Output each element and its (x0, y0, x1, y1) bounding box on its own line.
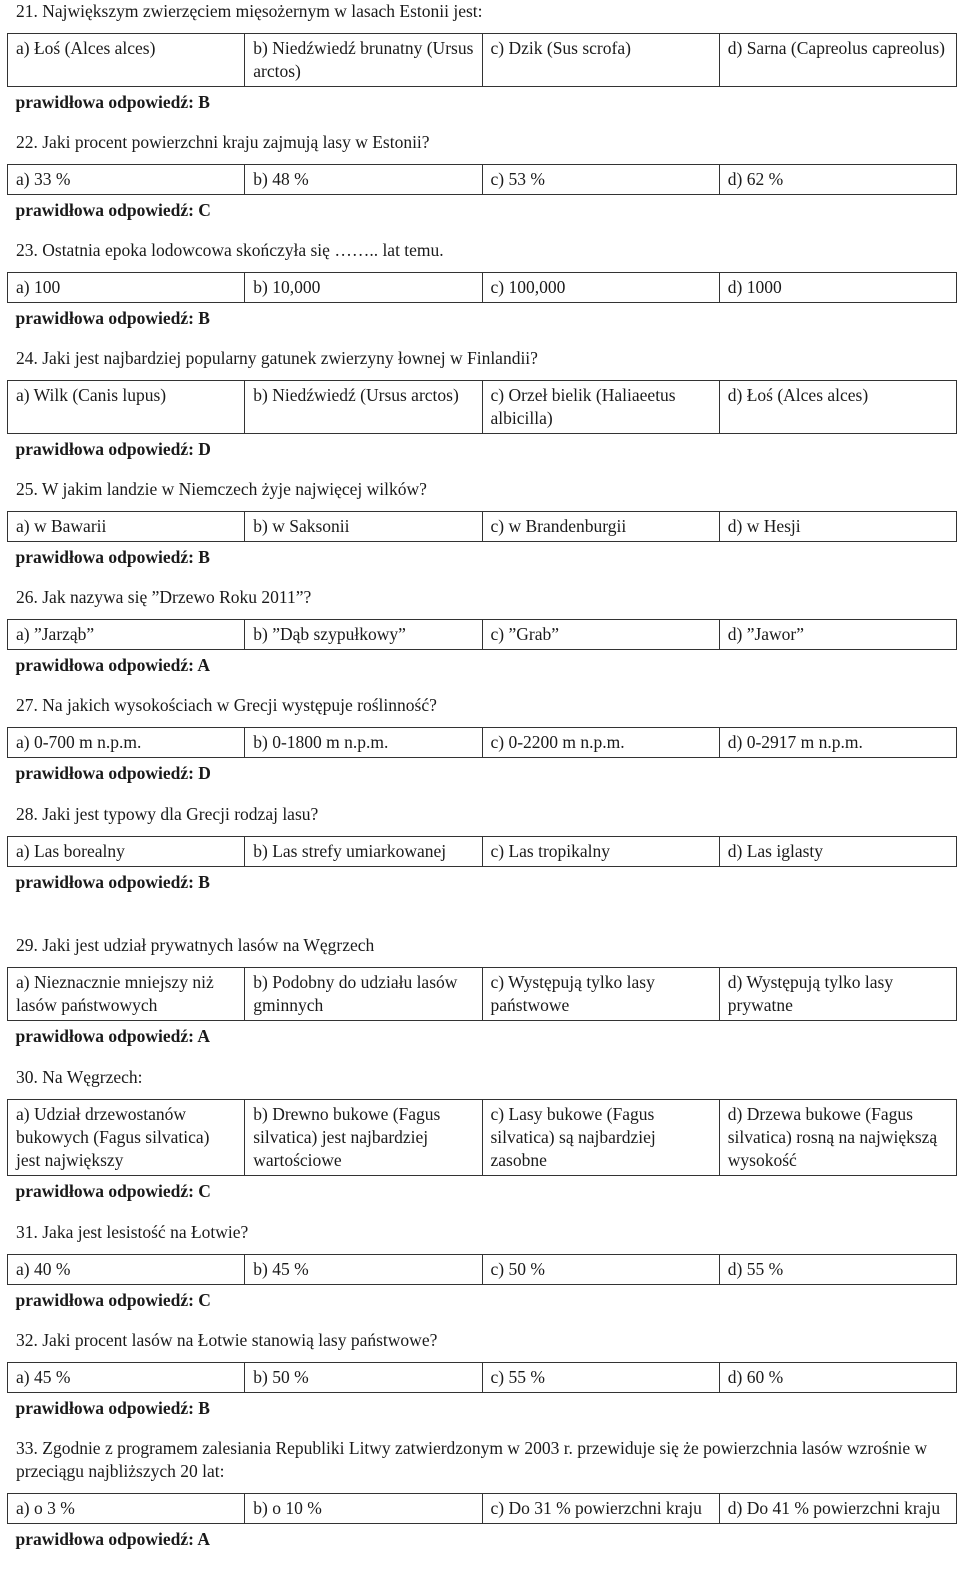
question-title: 27. Na jakich wysokościach w Grecji występuje roślinność? (16, 695, 437, 715)
option-a: a) 100 (8, 273, 245, 303)
answer-label: prawidłowa odpowiedź: (15, 92, 194, 112)
question-title: 31. Jaka jest lesistość na Łotwie? (16, 1222, 249, 1242)
question-title: 26. Jak nazywa się ”Drzewo Roku 2011”? (16, 587, 312, 607)
option-c: c) Występują tylko lasy państwowe (482, 968, 719, 1021)
options-table (7, 164, 957, 225)
option-d: d) 60 % (719, 1363, 956, 1393)
question-25 (0, 478, 960, 572)
question-title: 25. W jakim landzie w Niemczech żyje najwięcej wilków? (16, 479, 427, 499)
question-title: 23. Ostatnia epoka lodowcowa skończyła się …….. lat temu. (16, 240, 444, 260)
answer-letter: C (198, 200, 211, 220)
question-title: 21. Największym zwierzęciem mięsożernym w lasach Estonii jest: (16, 1, 483, 21)
answer-label: prawidłowa odpowiedź: (15, 655, 194, 675)
question-26 (0, 586, 960, 680)
answer-label: prawidłowa odpowiedź: (15, 1398, 194, 1418)
option-a: a) 0-700 m n.p.m. (8, 728, 245, 758)
answer-letter: B (198, 1398, 210, 1418)
option-c: c) Lasy bukowe (Fagus silvatica) są najbardziej zasobne (482, 1100, 719, 1176)
option-a: a) w Bawarii (8, 512, 245, 542)
correct-answer (8, 1393, 957, 1424)
question-title: 28. Jaki jest typowy dla Grecji rodzaj lasu? (16, 804, 319, 824)
correct-answer (8, 650, 957, 681)
option-a: a) Wilk (Canis lupus) (8, 381, 245, 434)
question-title: 29. Jaki jest udział prywatnych lasów na Węgrzech (16, 935, 375, 955)
answer-label: prawidłowa odpowiedź: (15, 1529, 194, 1549)
correct-answer (8, 303, 957, 334)
answer-label: prawidłowa odpowiedź: (15, 763, 194, 783)
option-c: c) Orzeł bielik (Haliaeetus albicilla) (482, 381, 719, 434)
option-c: c) 50 % (482, 1255, 719, 1285)
correct-answer (8, 195, 957, 226)
options-table (7, 836, 957, 897)
question-title: 24. Jaki jest najbardziej popularny gatunek zwierzyny łownej w Finlandii? (16, 348, 538, 368)
option-b: b) Niedźwiedź (Ursus arctos) (245, 381, 482, 434)
option-c: c) Dzik (Sus scrofa) (482, 34, 719, 87)
option-c: c) w Brandenburgii (482, 512, 719, 542)
answer-letter: A (197, 655, 210, 675)
option-b: b) 50 % (245, 1363, 482, 1393)
question-32 (0, 1329, 960, 1423)
correct-answer (8, 1285, 957, 1316)
options-table (7, 727, 957, 788)
question-29 (0, 934, 960, 1051)
option-a: a) 33 % (8, 165, 245, 195)
question-23 (0, 239, 960, 333)
question-title: 33. Zgodnie z programem zalesiania Republiki Litwy zatwierdzonym w 2003 r. przewiduje się że powierzchnia lasów wzrośnie w przeciągu najbliższych 20 lat: (16, 1438, 928, 1481)
option-d: d) ”Jawor” (719, 620, 956, 650)
question-33 (0, 1437, 960, 1554)
answer-letter: A (197, 1529, 210, 1549)
option-b: b) o 10 % (245, 1494, 482, 1524)
options-table (7, 967, 957, 1051)
option-b: b) 10,000 (245, 273, 482, 303)
option-a: a) Las borealny (8, 837, 245, 867)
option-a: a) Łoś (Alces alces) (8, 34, 245, 87)
question-24 (0, 347, 960, 464)
correct-answer (8, 1176, 957, 1207)
answer-label: prawidłowa odpowiedź: (15, 1181, 194, 1201)
answer-letter: A (197, 1026, 210, 1046)
answer-letter: B (198, 308, 210, 328)
option-a: a) o 3 % (8, 1494, 245, 1524)
options-table (7, 1493, 957, 1554)
option-d: d) 1000 (719, 273, 956, 303)
question-22 (0, 131, 960, 225)
option-d: d) 0-2917 m n.p.m. (719, 728, 956, 758)
question-title: 22. Jaki procent powierzchni kraju zajmują lasy w Estonii? (16, 132, 430, 152)
answer-letter: B (198, 872, 210, 892)
correct-answer (8, 758, 957, 789)
option-b: b) 48 % (245, 165, 482, 195)
option-a: a) ”Jarząb” (8, 620, 245, 650)
option-d: d) Drzewa bukowe (Fagus silvatica) rosną na największą wysokość (719, 1100, 956, 1176)
options-table (7, 1254, 957, 1315)
option-b: b) Drewno bukowe (Fagus silvatica) jest najbardziej wartościowe (245, 1100, 482, 1176)
option-d: d) w Hesji (719, 512, 956, 542)
option-d: d) 55 % (719, 1255, 956, 1285)
question-27 (0, 694, 960, 788)
answer-label: prawidłowa odpowiedź: (15, 308, 194, 328)
option-a: a) 45 % (8, 1363, 245, 1393)
option-b: b) w Saksonii (245, 512, 482, 542)
answer-label: prawidłowa odpowiedź: (15, 1290, 194, 1310)
answer-letter: C (198, 1290, 211, 1310)
answer-letter: B (198, 547, 210, 567)
option-c: c) 100,000 (482, 273, 719, 303)
option-d: d) Do 41 % powierzchni kraju (719, 1494, 956, 1524)
option-a: a) Nieznacznie mniejszy niż lasów państwowych (8, 968, 245, 1021)
option-b: b) Las strefy umiarkowanej (245, 837, 482, 867)
correct-answer (8, 434, 957, 465)
answer-label: prawidłowa odpowiedź: (15, 1026, 194, 1046)
question-28 (0, 803, 960, 897)
option-c: c) Do 31 % powierzchni kraju (482, 1494, 719, 1524)
option-c: c) 0-2200 m n.p.m. (482, 728, 719, 758)
option-a: a) 40 % (8, 1255, 245, 1285)
correct-answer (8, 1524, 957, 1555)
question-title: 30. Na Węgrzech: (16, 1067, 143, 1087)
option-a: a) Udział drzewostanów bukowych (Fagus silvatica) jest największy (8, 1100, 245, 1176)
option-c: c) 55 % (482, 1363, 719, 1393)
answer-letter: B (198, 92, 210, 112)
correct-answer (8, 1021, 957, 1052)
option-d: d) Występują tylko lasy prywatne (719, 968, 956, 1021)
option-c: c) ”Grab” (482, 620, 719, 650)
option-b: b) ”Dąb szypułkowy” (245, 620, 482, 650)
options-table (7, 511, 957, 572)
option-c: c) Las tropikalny (482, 837, 719, 867)
question-21 (0, 0, 960, 117)
answer-letter: D (198, 439, 211, 459)
option-b: b) 0-1800 m n.p.m. (245, 728, 482, 758)
options-table (7, 272, 957, 333)
correct-answer (8, 867, 957, 898)
option-d: d) Las iglasty (719, 837, 956, 867)
question-title: 32. Jaki procent lasów na Łotwie stanowią lasy państwowe? (16, 1330, 438, 1350)
correct-answer (8, 87, 957, 118)
option-c: c) 53 % (482, 165, 719, 195)
option-b: b) 45 % (245, 1255, 482, 1285)
options-table (7, 619, 957, 680)
question-30 (0, 1066, 960, 1206)
answer-label: prawidłowa odpowiedź: (15, 547, 194, 567)
answer-label: prawidłowa odpowiedź: (15, 200, 194, 220)
answer-letter: D (198, 763, 211, 783)
answer-letter: C (198, 1181, 211, 1201)
answer-label: prawidłowa odpowiedź: (15, 439, 194, 459)
option-d: d) Łoś (Alces alces) (719, 381, 956, 434)
options-table (7, 1362, 957, 1423)
option-d: d) 62 % (719, 165, 956, 195)
option-b: b) Podobny do udziału lasów gminnych (245, 968, 482, 1021)
option-b: b) Niedźwiedź brunatny (Ursus arctos) (245, 34, 482, 87)
answer-label: prawidłowa odpowiedź: (15, 872, 194, 892)
options-table (7, 33, 957, 117)
question-31 (0, 1221, 960, 1315)
options-table (7, 380, 957, 464)
option-d: d) Sarna (Capreolus capreolus) (719, 34, 956, 87)
correct-answer (8, 542, 957, 573)
options-table (7, 1099, 957, 1206)
